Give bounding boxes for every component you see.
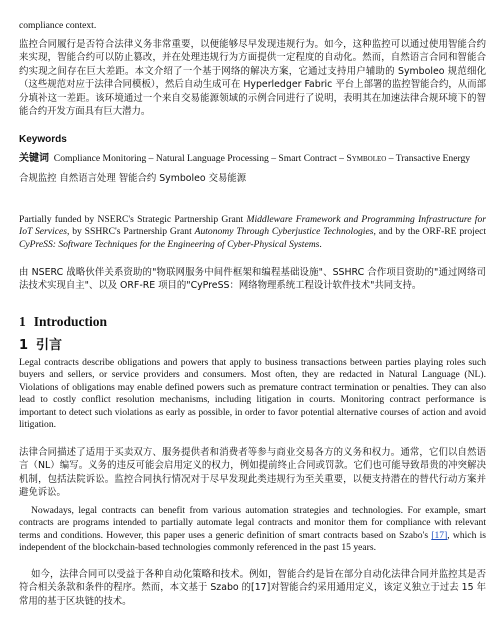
funding-grant-3: CyPreSS: Software Techniques for the Engineering of Cyber-Physical Systems [19, 238, 320, 250]
section-title-text: Introduction [33, 314, 108, 329]
funding-text-2: , by SSHRC's Partnership Grant [66, 226, 195, 238]
citation-link-17[interactable]: [17] [431, 529, 448, 541]
intro-paragraph-2 [19, 505, 486, 555]
intro-paragraph-2-text-b: , which is independent of the blockchain-based technologies commonly referenced in the past 15 years. [19, 529, 487, 554]
keywords-list-suffix: – Transactive Energy [386, 153, 471, 164]
keywords-section [19, 134, 486, 185]
funding-text-4: . [319, 238, 322, 250]
funding-note-zh: 由 NSERC 战略伙伴关系资助的"物联网服务中间件框架和编程基础设施"、SSHRC 合作项目资助的"通过网络司法技术实现自主"、以及 ORF-RE 项目的"CyPreSS：网络物理系统工程设计软件技术"共同支持。 [19, 267, 486, 292]
keywords-list [19, 150, 486, 167]
intro-paragraph-2-text-a: Nowadays, legal contracts can benefit from various automation strategies and technologies. For example, smart contracts are programs intended to partially automate legal contracts and monitor them for compliance with relevant terms and conditions. However, this paper uses a generic definition of smart contracts based on Szabo's [19, 505, 486, 541]
funding-grant-2: Autonomy Through Cyberjustice Technologies [194, 226, 374, 238]
keywords-list-prefix: Compliance Monitoring – Natural Language Processing – Smart Contract – [53, 153, 347, 164]
funding-text-1: Partially funded by NSERC's Strategic Partnership Grant [19, 214, 247, 225]
funding-note [19, 214, 486, 251]
section-number-zh: 1 [19, 338, 29, 353]
section-title [19, 314, 486, 330]
keywords-symboleo: Symboleo [346, 153, 387, 164]
intro-paragraph-2-zh: 如今，法律合同可以受益于各种自动化策略和技术。例如，智能合约是旨在部分自动化法律合同并监控其是否符合相关条款和条件的程序。然而，本文基于 Szabo 的[17]对智能合约采用通用定义，该定义独立于过去 15 年常用的基于区块链的技术。 [19, 569, 486, 607]
funding-text-3: , and by the ORF-RE project [373, 226, 487, 238]
funding-grant-1: Middleware Framework and Programming Infrastructure for IoT Services [19, 214, 486, 238]
section-number: 1 [19, 314, 26, 329]
keywords-heading: Keywords [19, 134, 67, 145]
intro-paragraph-1: Legal contracts describe obligations and powers that apply to business transactions between parties playing roles such buyers and sellers, or service providers and consumers. Most often, they are redacted in Natural Language (NL). Violations of obligations may enable defined powers such as premature contract termination or penalties. They can also lead to costly conflict resolution mechanisms, including litigation in courts. Monitoring contract performance is important to detect such violations as early as possible, in order to favor potential alternative courses of action and avoid litigation. [19, 357, 486, 431]
previous-page-fragment: compliance context. [19, 20, 97, 31]
section-title-zh-text: 引言 [36, 338, 63, 353]
intro-paragraph-1-zh: 法律合同描述了适用于买卖双方、服务提供者和消费者等参与商业交易各方的义务和权力。通常，它们以自然语言（NL）编写。义务的违反可能会启用定义的权力，例如提前终止合同或罚款。它们也可能导致昂贵的冲突解决机制，包括法院诉讼。监控合同执行情况对于尽早发现此类违规行为至关重要，以便支持潜在的替代行动方案并避免诉讼。 [19, 447, 486, 499]
keywords-label-zh: 关键词 [19, 153, 49, 164]
section-heading [19, 314, 486, 353]
section-title-zh [19, 334, 486, 353]
abstract-zh: 监控合同履行是否符合法律义务非常重要，以便能够尽早发现违规行为。如今，这种监控可以通过使用智能合约来实现，智能合约可以防止篡改，并在处理违规行为方面提供一定程度的自动化。然而，自然语言合同和智能合约实现之间存在巨大差距。本文介绍了一个基于网络的解决方案，它通过支持用户辅助的 Symboleo 规范细化（这些规范对应于法律合同模板），然后自动生成可在 Hyperledger Fabric 平台上部署的监控智能合约，从而部分填补这一差距。该环境通过一个来自交易能源领域的示例合同进行了说明，表明其在加速法律合规环境下的智能合约开发方面具有巨大潜力。 [19, 39, 486, 118]
keywords-zh: 合规监控 自然语言处理 智能合约 Symboleo 交易能源 [19, 173, 247, 184]
